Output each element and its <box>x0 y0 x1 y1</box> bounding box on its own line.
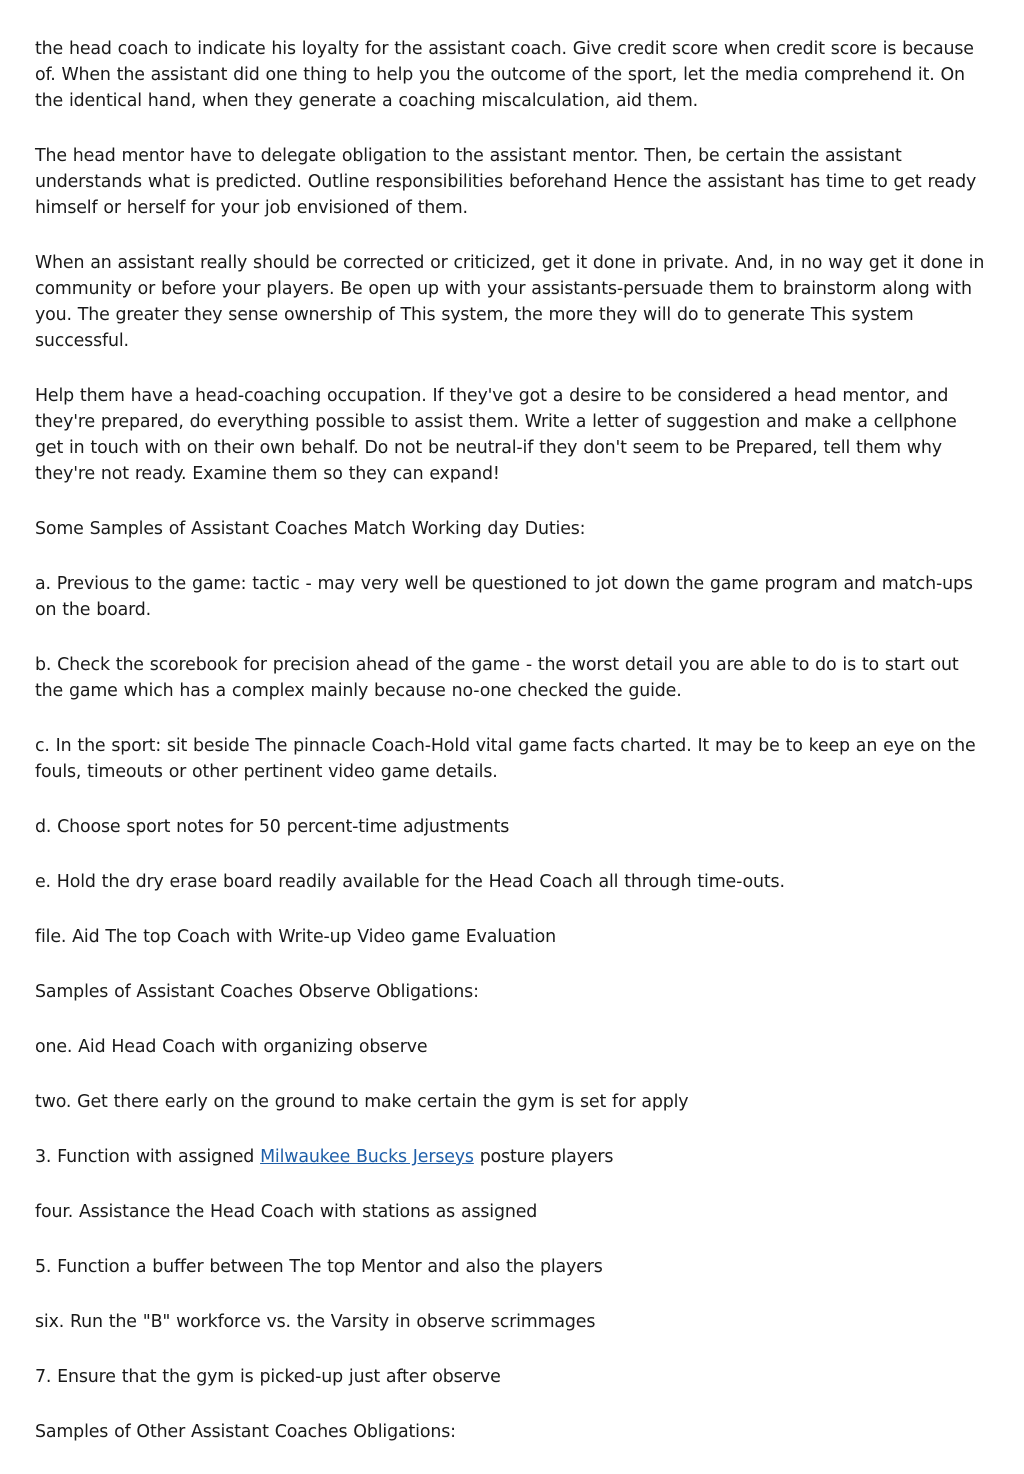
heading-game-day-duties: Some Samples of Assistant Coaches Match Working day Duties: <box>35 519 586 539</box>
list-item-f: file. Aid The top Coach with Write-up Video game Evaluation <box>35 927 557 947</box>
paragraph-criticism: When an assistant really should be corrected or criticized, get it done in private. And, in no way get it done in community or before your players. Be open up with your assistants-persuade them to brainstorm along with you. The greater they sense ownership of This system, the more they will do to generate This system successful. <box>35 253 985 351</box>
paragraph-head-coaching: Help them have a head-coaching occupation. If they've got a desire to be considered a head mentor, and they're prepared, do everything possible to assist them. Write a letter of suggestion and make a cellphone get in touch with on their own behalf. Do not be neutral-if they don't seem to be Prepared, tell them why they're not ready. Examine them so they can expand! <box>35 386 957 484</box>
document-body <box>35 36 990 1474</box>
heading-practice-obligations: Samples of Assistant Coaches Observe Obligations: <box>35 982 479 1002</box>
list-item-2: two. Get there early on the ground to make certain the gym is set for apply <box>35 1092 689 1112</box>
list-item-b: b. Check the scorebook for precision ahead of the game - the worst detail you are able to do is to start out the game which has a complex mainly because no-one checked the guide. <box>35 655 959 701</box>
list-item-1: one. Aid Head Coach with organizing observe <box>35 1037 428 1057</box>
list-item-3 <box>35 1144 990 1170</box>
list-item-4: four. Assistance the Head Coach with stations as assigned <box>35 1202 538 1222</box>
list-item-c: c. In the sport: sit beside The pinnacle Coach-Hold vital game facts charted. It may be to keep an eye on the fouls, timeouts or other pertinent video game details. <box>35 736 976 782</box>
list-item-7: 7. Ensure that the gym is picked-up just after observe <box>35 1367 501 1387</box>
list-item-6: six. Run the "B" workforce vs. the Varsity in observe scrimmages <box>35 1312 596 1332</box>
list-item-5: 5. Function a buffer between The top Mentor and also the players <box>35 1257 603 1277</box>
list-item-3-after: posture players <box>473 1147 614 1167</box>
milwaukee-bucks-jerseys-link[interactable]: Milwaukee Bucks Jerseys <box>260 1147 474 1167</box>
paragraph-delegate: The head mentor have to delegate obligation to the assistant mentor. Then, be certain the assistant understands what is predicted. Outline responsibilities beforehand Hence the assistant has time to get ready himself or herself for your job envisioned of them. <box>35 146 977 218</box>
list-item-3-before: 3. Function with assigned <box>35 1147 261 1167</box>
list-item-a: a. Previous to the game: tactic - may very well be questioned to jot down the game program and match-ups on the board. <box>35 574 973 620</box>
list-item-d: d. Choose sport notes for 50 percent-time adjustments <box>35 817 510 837</box>
list-item-e: e. Hold the dry erase board readily available for the Head Coach all through time-outs. <box>35 872 785 892</box>
heading-other-obligations: Samples of Other Assistant Coaches Obligations: <box>35 1422 456 1442</box>
paragraph-loyalty: the head coach to indicate his loyalty for the assistant coach. Give credit score when credit score is because of. When the assistant did one thing to help you the outcome of the sport, let the media comprehend it. On the identical hand, when they generate a coaching miscalculation, aid them. <box>35 39 974 111</box>
